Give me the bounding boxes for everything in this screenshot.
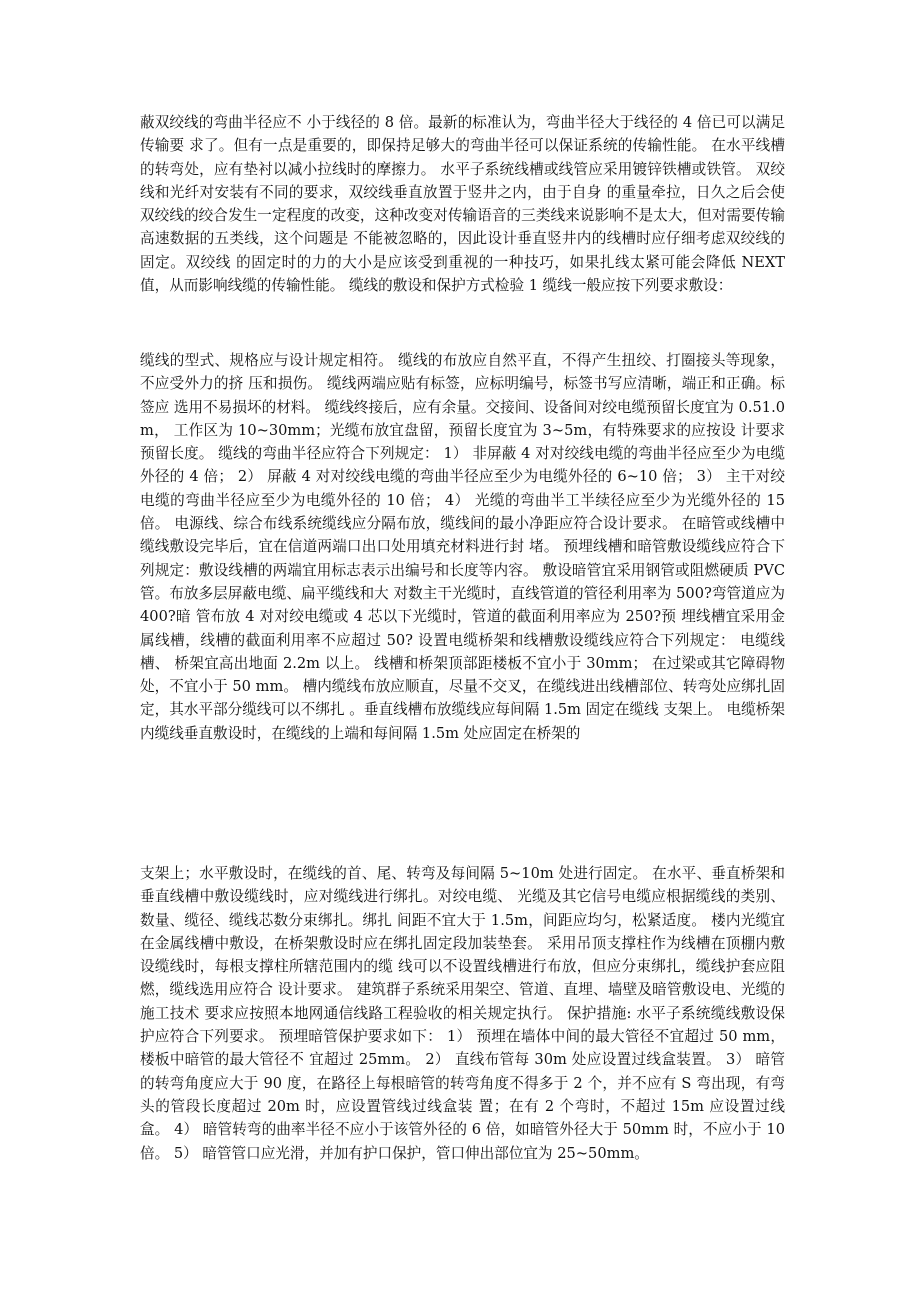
paragraph-1: 蔽双绞线的弯曲半径应不 小于线径的 8 倍。最新的标准认为，弯曲半径大于线径的 4 倍已可以满足传输要 求了。但有一点是重要的，即保持足够大的弯曲半径可以保证系统的传输性能。 在水平线槽的转弯处，应有垫衬以减小拉线时的摩擦力。 水平子系统线槽或线管应采用镀锌铁槽或铁管。 双绞线和光纤对安装有不同的要求，双绞线垂直放置于竖井之内，由于自身 的重量牵拉，日久之后会使双绞线的绞合发生一定程度的改变，这种改变对传输语音的三类线来说影响不是太大，但对需要传输高速数据的五类线，这个问题是 不能被忽略的，因此设计垂直竖井内的线槽时应仔细考虑双绞线的固定。双绞线 的固定时的力的大小是应该受到重视的一种技巧，如果扎线太紧可能会降低 NEXT 值，从而影响线缆的传输性能。 缆线的敷设和保护方式检验 1 缆线一般应按下列要求敷设： (140, 114, 785, 295)
paragraph-2: 缆线的型式、规格应与设计规定相符。 缆线的布放应自然平直，不得产生扭绞、打圈接头等现象，不应受外力的挤 压和损伤。 缆线两端应贴有标签，应标明编号，标签书写应清晰，端正和正确。标签应 选用不易损坏的材料。 缆线终接后，应有余量。交接间、设备间对绞电缆预留长度宜为 0.51.0m， 工作区为 10~30mm；光缆布放宜盘留，预留长度宜为 3~5m，有特殊要求的应按设 计要求预留长度。 缆线的弯曲半径应符合下列规定： 1） 非屏蔽 4 对对绞线电缆的弯曲半径应至少为电缆外径的 4 倍； 2） 屏蔽 4 对对绞线电缆的弯曲半径应至少为电缆外径的 6~10 倍； 3） 主干对绞电缆的弯曲半径应至少为电缆外径的 10 倍； 4） 光缆的弯曲半工半续径应至少为光缆外径的 15 倍。 电源线、综合布线系统缆线应分隔布放，缆线间的最小净距应符合设计要求。 在暗管或线槽中缆线敷设完毕后，宜在信道两端口出口处用填充材料进行封 堵。 预埋线槽和暗管敷设缆线应符合下列规定：敷设线槽的两端宜用标志表示出编号和长度等内容。 敷设暗管宜采用钢管或阻燃硬质 PVC 管。布放多层屏蔽电缆、扁平缆线和大 对数主干光缆时，直线管道的管径利用率为 500?弯管道应为 400?暗 管布放 4 对对绞电缆或 4 芯以下光缆时，管道的截面利用率应为 250?预 埋线槽宜采用金属线槽，线槽的截面利用率不应超过 50? 设置电缆桥架和线槽敷设缆线应符合下列规定： 电缆线槽、 桥架宜高出地面 2.2m 以上。 线槽和桥架顶部距楼板不宜小于 30mm； 在过梁或其它障碍物处，不宜小于 50 mm。 槽内缆线布放应顺直，尽量不交叉，在缆线进出线槽部位、转弯处应绑扎固 定，其水平部分缆线可以不绑扎 。垂直线槽布放缆线应每间隔 1.5m 固定在缆线 支架上。 电缆桥架内缆线垂直敷设时，在缆线的上端和每间隔 1.5m 处应固定在桥架的 (140, 352, 785, 742)
paragraph-3: 支架上；水平敷设时，在缆线的首、尾、转弯及每间隔 5~10m 处进行固定。 在水平、垂直桥架和垂直线槽中敷设缆线时，应对缆线进行绑扎。对绞电缆、 光缆及其它信号电缆应根据缆线的类别、数量、缆径、缆线芯数分束绑扎。绑扎 间距不宜大于 1.5m，间距应均匀，松紧适度。 楼内光缆宜在金属线槽中敷设，在桥架敷设时应在绑扎固定段加装垫套。 采用吊顶支撑柱作为线槽在顶棚内敷设缆线时，每根支撑柱所辖范围内的缆 线可以不设置线槽进行布放，但应分束绑扎，缆线护套应阻燃，缆线选用应符合 设计要求。 建筑群子系统采用架空、管道、直埋、墙壁及暗管敷设电、光缆的施工技术 要求应按照本地网通信线路工程验收的相关规定执行。 保护措施: 水平子系统缆线敷设保护应符合下列要求。 预埋暗管保护要求如下： 1） 预埋在墙体中间的最大管径不宜超过 50 mm，楼板中暗管的最大管径不 宜超过 25mm。 2） 直线布管每 30m 处应设置过线盒装置。 3） 暗管的转弯角度应大于 90 度，在路径上每根暗管的转弯角度不得多于 2 个，并不应有 S 弯出现，有弯头的管段长度超过 20m 时，应设置管线过线盒装 置；在有 2 个弯时，不超过 15m 应设置过线盒。 4） 暗管转弯的曲率半径不应小于该管外径的 6 倍，如暗管外径大于 50mm 时，不应小于 10 倍。 5） 暗管管口应光滑，并加有护口保护，管口伸出部位宜为 25~50mm。 (140, 865, 785, 1162)
